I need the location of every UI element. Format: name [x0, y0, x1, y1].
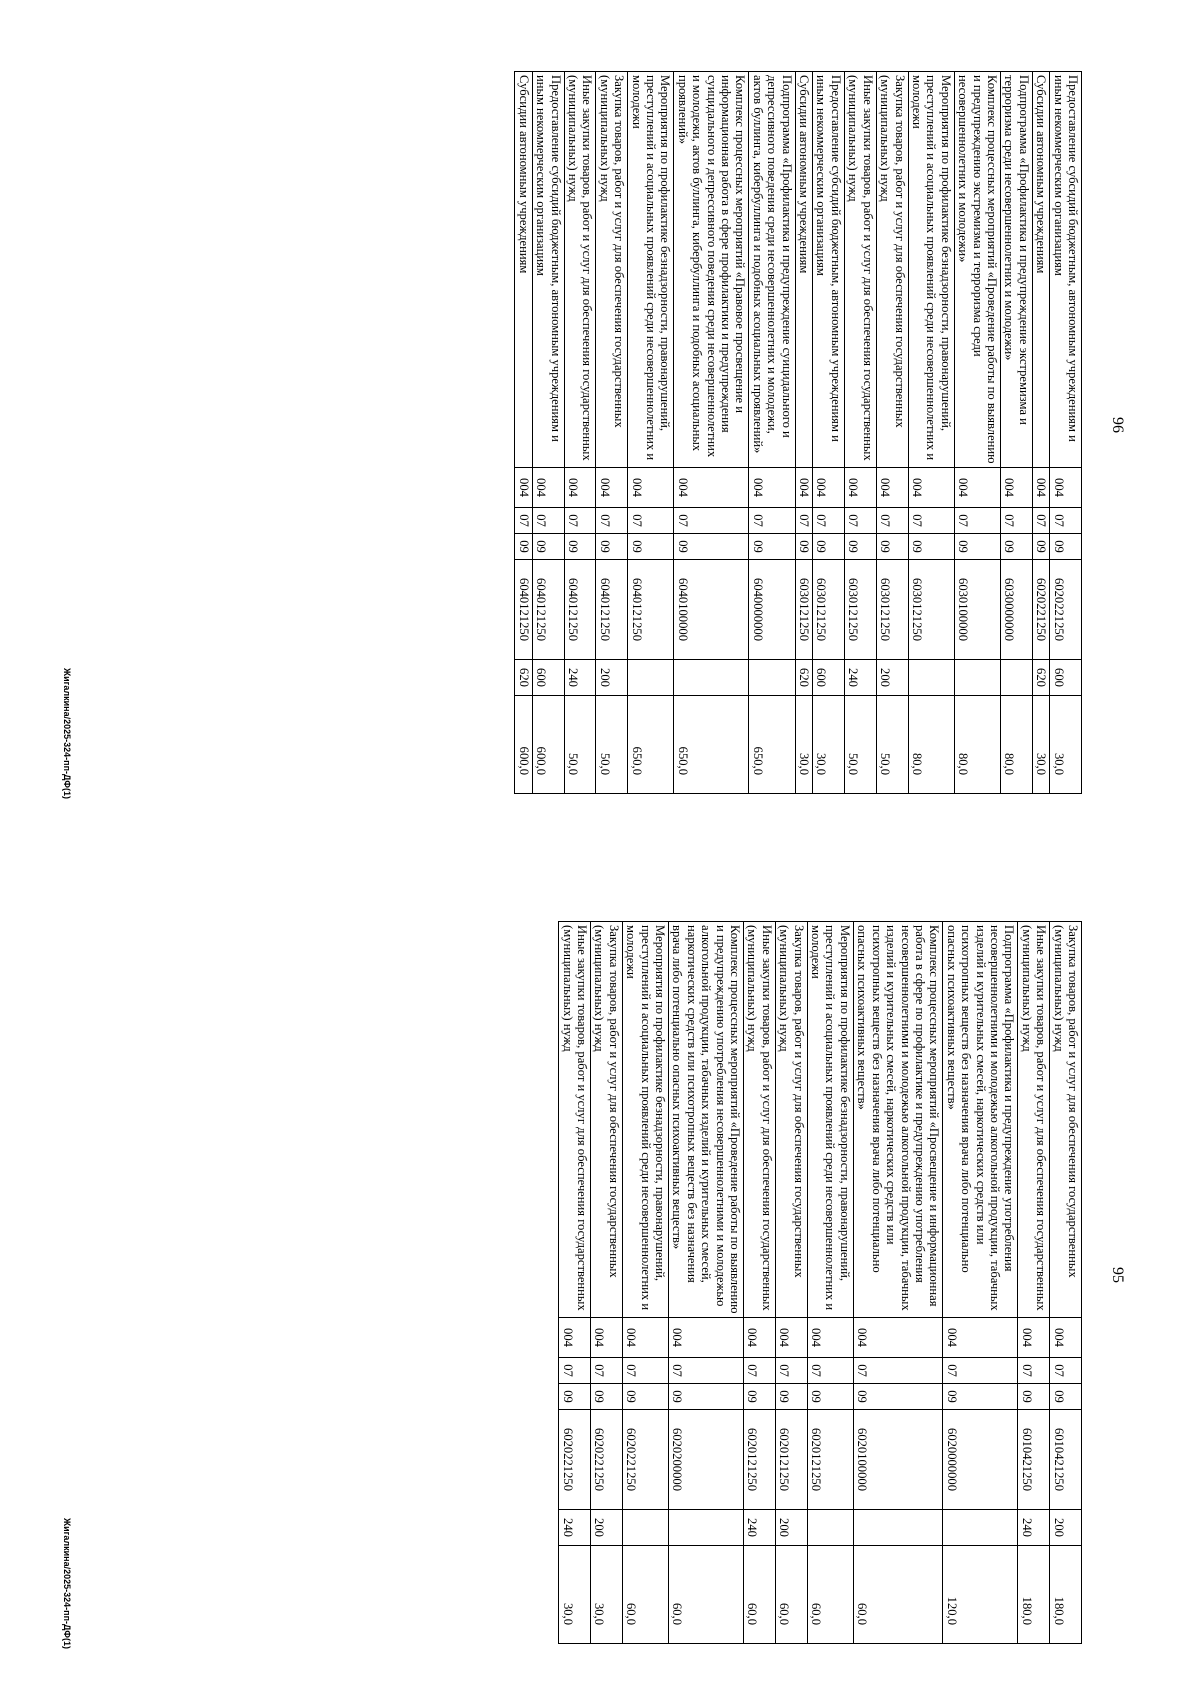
row-target-code-cell: 6020121250 [775, 1410, 807, 1510]
row-section-cell: 07 [1032, 508, 1049, 534]
row-subsection-cell: 09 [813, 534, 845, 560]
row-code-cell: 004 [908, 468, 954, 508]
row-target-code-cell: 6020000000 [943, 1410, 1018, 1510]
row-expense-type-cell: 240 [744, 1510, 776, 1546]
row-target-code-cell: 6030121250 [795, 560, 812, 660]
rotated-page-95 [40, 865, 1160, 1685]
row-code-cell: 004 [532, 468, 564, 508]
row-name-cell: Иные закупки товаров, работ и услуг для обеспечения государственных (муниципальных) нужд [564, 72, 596, 468]
table-row [954, 72, 1000, 794]
row-name-cell: Субсидии автономным учреждениям [795, 72, 812, 468]
row-section-cell: 07 [749, 508, 795, 534]
row-code-cell: 004 [596, 468, 628, 508]
row-name-cell: Закупка товаров, работ и услуг для обеспечения государственных (муниципальных) нужд [596, 72, 628, 468]
row-subsection-cell: 09 [749, 534, 795, 560]
row-section-cell: 07 [853, 1358, 942, 1384]
row-amount-cell: 30,0 [591, 1546, 623, 1644]
table-row [813, 72, 845, 794]
row-code-cell: 004 [674, 468, 749, 508]
row-target-code-cell: 6030121250 [813, 560, 845, 660]
row-code-cell: 004 [515, 468, 532, 508]
row-amount-cell: 60,0 [807, 1546, 853, 1644]
row-subsection-cell: 09 [515, 534, 532, 560]
row-section-cell: 07 [775, 1358, 807, 1384]
table-row [908, 72, 954, 794]
row-section-cell: 07 [532, 508, 564, 534]
row-code-cell: 004 [564, 468, 596, 508]
budget-table-body [515, 72, 1082, 794]
row-target-code-cell: 6030121250 [908, 560, 954, 660]
row-expense-type-cell [674, 660, 749, 696]
row-target-code-cell: 6030000000 [1000, 560, 1032, 660]
row-subsection-cell: 09 [596, 534, 628, 560]
row-code-cell: 004 [628, 468, 674, 508]
row-amount-cell: 60,0 [775, 1546, 807, 1644]
row-expense-type-cell [853, 1510, 942, 1546]
row-target-code-cell: 6030100000 [954, 560, 1000, 660]
row-code-cell: 004 [669, 1318, 744, 1358]
row-expense-type-cell: 600 [813, 660, 845, 696]
row-section-cell: 07 [954, 508, 1000, 534]
row-name-cell: Мероприятия по профилактике безнадзорности, правонарушений, преступлений и асоциальных проявлений среди несовершеннолетних и молодежи [807, 922, 853, 1318]
row-amount-cell: 80,0 [1000, 696, 1032, 794]
table-row [1018, 922, 1050, 1644]
budget-table-body [559, 922, 1082, 1644]
row-amount-cell: 180,0 [1018, 1546, 1050, 1644]
row-code-cell: 004 [1050, 468, 1082, 508]
row-target-code-cell: 6020100000 [853, 1410, 942, 1510]
row-amount-cell: 600,0 [515, 696, 532, 794]
row-amount-cell: 30,0 [1032, 696, 1049, 794]
row-expense-type-cell [954, 660, 1000, 696]
row-amount-cell: 120,0 [943, 1546, 1018, 1644]
budget-table-wrapper [514, 71, 1082, 793]
row-subsection-cell: 09 [775, 1384, 807, 1410]
row-section-cell: 07 [1050, 508, 1082, 534]
row-expense-type-cell: 620 [1032, 660, 1049, 696]
row-target-code-cell: 6020121250 [807, 1410, 853, 1510]
row-section-cell: 07 [813, 508, 845, 534]
table-row [1032, 72, 1049, 794]
row-target-code-cell: 6040000000 [749, 560, 795, 660]
table-row [669, 922, 744, 1644]
row-expense-type-cell: 600 [532, 660, 564, 696]
row-code-cell: 004 [622, 1318, 668, 1358]
row-target-code-cell: 6020221250 [559, 1410, 591, 1510]
row-name-cell: Подпрограмма «Профилактика и предупреждение экстремизма и терроризма среди несовершеннолетних и молодежи» [1000, 72, 1032, 468]
row-subsection-cell: 09 [744, 1384, 776, 1410]
table-row [591, 922, 623, 1644]
row-target-code-cell: 6020221250 [1050, 560, 1082, 660]
row-name-cell: Субсидии автономным учреждениям [515, 72, 532, 468]
row-section-cell: 07 [515, 508, 532, 534]
row-section-cell: 07 [628, 508, 674, 534]
row-amount-cell: 650,0 [674, 696, 749, 794]
document-footer: Жигалкина/2025-324-пп-ДФ(1) [62, 668, 72, 799]
row-section-cell: 07 [674, 508, 749, 534]
row-amount-cell: 80,0 [908, 696, 954, 794]
row-subsection-cell: 09 [1018, 1384, 1050, 1410]
row-code-cell: 004 [1000, 468, 1032, 508]
row-subsection-cell: 09 [564, 534, 596, 560]
row-section-cell: 07 [596, 508, 628, 534]
row-amount-cell: 650,0 [628, 696, 674, 794]
row-amount-cell: 50,0 [564, 696, 596, 794]
row-subsection-cell: 09 [795, 534, 812, 560]
table-row [1000, 72, 1032, 794]
row-amount-cell: 60,0 [669, 1546, 744, 1644]
row-expense-type-cell: 240 [564, 660, 596, 696]
row-name-cell: Иные закупки товаров, работ и услуг для обеспечения государственных (муниципальных) нужд [559, 922, 591, 1318]
row-section-cell: 07 [622, 1358, 668, 1384]
row-target-code-cell: 6010421250 [1050, 1410, 1082, 1510]
row-name-cell: Иные закупки товаров, работ и услуг для обеспечения государственных (муниципальных) нужд [744, 922, 776, 1318]
page-number: 95 [1109, 1267, 1126, 1283]
row-expense-type-cell: 240 [559, 1510, 591, 1546]
row-subsection-cell: 09 [853, 1384, 942, 1410]
row-subsection-cell: 09 [844, 534, 876, 560]
row-amount-cell: 600,0 [532, 696, 564, 794]
row-target-code-cell: 6040121250 [515, 560, 532, 660]
row-name-cell: Закупка товаров, работ и услуг для обеспечения государственных (муниципальных) нужд [1050, 922, 1082, 1318]
table-row [807, 922, 853, 1644]
row-amount-cell: 50,0 [596, 696, 628, 794]
row-code-cell: 004 [844, 468, 876, 508]
row-section-cell: 07 [591, 1358, 623, 1384]
row-section-cell: 07 [559, 1358, 591, 1384]
row-subsection-cell: 09 [591, 1384, 623, 1410]
row-amount-cell: 30,0 [1050, 696, 1082, 794]
row-code-cell: 004 [943, 1318, 1018, 1358]
budget-table [514, 71, 1082, 794]
row-name-cell: Комплекс процессных мероприятий «Просвещение и информационная работа в сфере по профилактике и предупреждению употребления несовершеннолетними и молодежью алкогольной продукции, табачных изделий и курительных смесей, наркотических средств или психотропных веществ без назначения врача либо потенциально опасных психоактивных веществ» [853, 922, 942, 1318]
row-section-cell: 07 [876, 508, 908, 534]
rotated-page-96 [40, 15, 1160, 835]
row-section-cell: 07 [564, 508, 596, 534]
row-amount-cell: 80,0 [954, 696, 1000, 794]
row-subsection-cell: 09 [908, 534, 954, 560]
table-row [532, 72, 564, 794]
row-expense-type-cell [669, 1510, 744, 1546]
row-name-cell: Подпрограмма «Профилактика и предупреждение суицидального и депрессивного поведения среди несовершеннолетних и молодежи, актов буллинга, кибербуллинга и подобных асоциальных проявлений» [749, 72, 795, 468]
row-code-cell: 004 [876, 468, 908, 508]
row-section-cell: 07 [669, 1358, 744, 1384]
row-subsection-cell: 09 [1000, 534, 1032, 560]
row-name-cell: Иные закупки товаров, работ и услуг для обеспечения государственных (муниципальных) нужд [1018, 922, 1050, 1318]
row-target-code-cell: 6030121250 [876, 560, 908, 660]
row-target-code-cell: 6020221250 [622, 1410, 668, 1510]
row-name-cell: Мероприятия по профилактике безнадзорности, правонарушений, преступлений и асоциальных проявлений среди несовершеннолетних и молодежи [628, 72, 674, 468]
row-name-cell: Комплекс процессных мероприятий «Проведение работы по выявлению и предупреждению употребления несовершеннолетними и молодежью алкогольной продукции, табачных изделий и курительных смесей, наркотических средств или психотропных веществ без назначения врача либо потенциально опасных психоактивных веществ» [669, 922, 744, 1318]
row-expense-type-cell: 200 [1050, 1510, 1082, 1546]
table-row [744, 922, 776, 1644]
row-code-cell: 004 [591, 1318, 623, 1358]
row-amount-cell: 30,0 [795, 696, 812, 794]
row-code-cell: 004 [775, 1318, 807, 1358]
table-row [853, 922, 942, 1644]
row-section-cell: 07 [1018, 1358, 1050, 1384]
row-expense-type-cell [943, 1510, 1018, 1546]
row-name-cell: Закупка товаров, работ и услуг для обеспечения государственных (муниципальных) нужд [876, 72, 908, 468]
table-row [749, 72, 795, 794]
row-code-cell: 004 [749, 468, 795, 508]
row-subsection-cell: 09 [807, 1384, 853, 1410]
row-name-cell: Предоставление субсидий бюджетным, автономным учреждениям и иным некоммерческим организациям [532, 72, 564, 468]
row-code-cell: 004 [853, 1318, 942, 1358]
table-row [559, 922, 591, 1644]
row-target-code-cell: 6030121250 [844, 560, 876, 660]
row-subsection-cell: 09 [954, 534, 1000, 560]
row-code-cell: 004 [559, 1318, 591, 1358]
row-subsection-cell: 09 [1050, 1384, 1082, 1410]
row-target-code-cell: 6020121250 [744, 1410, 776, 1510]
row-subsection-cell: 09 [876, 534, 908, 560]
row-code-cell: 004 [1050, 1318, 1082, 1358]
row-code-cell: 004 [744, 1318, 776, 1358]
row-target-code-cell: 6010421250 [1018, 1410, 1050, 1510]
table-row [564, 72, 596, 794]
document-page-95 [0, 850, 1200, 1700]
row-amount-cell: 60,0 [622, 1546, 668, 1644]
row-target-code-cell: 6040121250 [532, 560, 564, 660]
row-amount-cell: 30,0 [559, 1546, 591, 1644]
row-amount-cell: 60,0 [853, 1546, 942, 1644]
row-section-cell: 07 [807, 1358, 853, 1384]
row-target-code-cell: 6040121250 [564, 560, 596, 660]
row-expense-type-cell [908, 660, 954, 696]
row-subsection-cell: 09 [628, 534, 674, 560]
row-expense-type-cell: 600 [1050, 660, 1082, 696]
row-amount-cell: 60,0 [744, 1546, 776, 1644]
row-code-cell: 004 [1032, 468, 1049, 508]
row-name-cell: Мероприятия по профилактике безнадзорности, правонарушений, преступлений и асоциальных проявлений среди несовершеннолетних и молодежи [908, 72, 954, 468]
row-name-cell: Закупка товаров, работ и услуг для обеспечения государственных (муниципальных) нужд [591, 922, 623, 1318]
row-name-cell: Комплекс процессных мероприятий «Правовое просвещение и информационная работа в сфере профилактики и предупреждения суицидального и депрессивного поведения среди несовершеннолетних и молодежи, актов буллинга, кибербуллинга и подобных асоциальных проявлений» [674, 72, 749, 468]
row-expense-type-cell: 200 [876, 660, 908, 696]
row-expense-type-cell [1000, 660, 1032, 696]
row-amount-cell: 30,0 [813, 696, 845, 794]
row-code-cell: 004 [807, 1318, 853, 1358]
row-amount-cell: 50,0 [876, 696, 908, 794]
table-row [943, 922, 1018, 1644]
row-subsection-cell: 09 [1050, 534, 1082, 560]
row-amount-cell: 650,0 [749, 696, 795, 794]
row-code-cell: 004 [795, 468, 812, 508]
row-subsection-cell: 09 [669, 1384, 744, 1410]
row-subsection-cell: 09 [622, 1384, 668, 1410]
row-expense-type-cell: 200 [591, 1510, 623, 1546]
row-name-cell: Предоставление субсидий бюджетным, автономным учреждениям и иным некоммерческим организациям [813, 72, 845, 468]
row-subsection-cell: 09 [532, 534, 564, 560]
row-expense-type-cell: 200 [596, 660, 628, 696]
table-row [876, 72, 908, 794]
row-name-cell: Мероприятия по профилактике безнадзорности, правонарушений, преступлений и асоциальных проявлений среди несовершеннолетних и молодежи [622, 922, 668, 1318]
row-subsection-cell: 09 [1032, 534, 1049, 560]
row-target-code-cell: 6020221250 [1032, 560, 1049, 660]
row-name-cell: Иные закупки товаров, работ и услуг для обеспечения государственных (муниципальных) нужд [844, 72, 876, 468]
row-name-cell: Закупка товаров, работ и услуг для обеспечения государственных (муниципальных) нужд [775, 922, 807, 1318]
table-row [628, 72, 674, 794]
row-section-cell: 07 [844, 508, 876, 534]
row-expense-type-cell [807, 1510, 853, 1546]
row-expense-type-cell [628, 660, 674, 696]
table-row [775, 922, 807, 1644]
budget-table [558, 921, 1082, 1644]
row-expense-type-cell: 240 [1018, 1510, 1050, 1546]
row-section-cell: 07 [744, 1358, 776, 1384]
row-expense-type-cell: 620 [515, 660, 532, 696]
row-target-code-cell: 6020221250 [591, 1410, 623, 1510]
table-row [515, 72, 532, 794]
table-row [1050, 72, 1082, 794]
row-name-cell: Субсидии автономным учреждениям [1032, 72, 1049, 468]
row-expense-type-cell: 240 [844, 660, 876, 696]
document-footer: Жигалкина/2025-324-пп-ДФ(1) [62, 1518, 72, 1649]
row-code-cell: 004 [813, 468, 845, 508]
row-name-cell: Подпрограмма «Профилактика и предупреждение употребления несовершеннолетними и молодежью алкогольной продукции, табачных изделий и курительных смесей, наркотических средств или психотропных веществ без назначения врача либо потенциально опасных психоактивных веществ» [943, 922, 1018, 1318]
table-row [622, 922, 668, 1644]
row-target-code-cell: 6040121250 [628, 560, 674, 660]
budget-table-wrapper [558, 921, 1082, 1643]
table-row [1050, 922, 1082, 1644]
row-amount-cell: 180,0 [1050, 1546, 1082, 1644]
row-expense-type-cell: 620 [795, 660, 812, 696]
row-subsection-cell: 09 [674, 534, 749, 560]
table-row [844, 72, 876, 794]
row-section-cell: 07 [1000, 508, 1032, 534]
row-expense-type-cell: 200 [775, 1510, 807, 1546]
row-target-code-cell: 6040100000 [674, 560, 749, 660]
row-code-cell: 004 [1018, 1318, 1050, 1358]
row-code-cell: 004 [954, 468, 1000, 508]
row-subsection-cell: 09 [559, 1384, 591, 1410]
row-expense-type-cell [749, 660, 795, 696]
row-expense-type-cell [622, 1510, 668, 1546]
row-target-code-cell: 6020200000 [669, 1410, 744, 1510]
row-name-cell: Предоставление субсидий бюджетным, автономным учреждениям и иным некоммерческим организациям [1050, 72, 1082, 468]
table-row [795, 72, 812, 794]
row-section-cell: 07 [943, 1358, 1018, 1384]
row-section-cell: 07 [795, 508, 812, 534]
table-row [596, 72, 628, 794]
row-target-code-cell: 6040121250 [596, 560, 628, 660]
row-subsection-cell: 09 [943, 1384, 1018, 1410]
row-section-cell: 07 [908, 508, 954, 534]
row-amount-cell: 50,0 [844, 696, 876, 794]
table-row [674, 72, 749, 794]
page-number: 96 [1109, 417, 1126, 433]
row-name-cell: Комплекс процессных мероприятий «Проведение работы по выявлению и предупреждению экстремизма и терроризма среди несовершеннолетних и молодежи» [954, 72, 1000, 468]
row-section-cell: 07 [1050, 1358, 1082, 1384]
